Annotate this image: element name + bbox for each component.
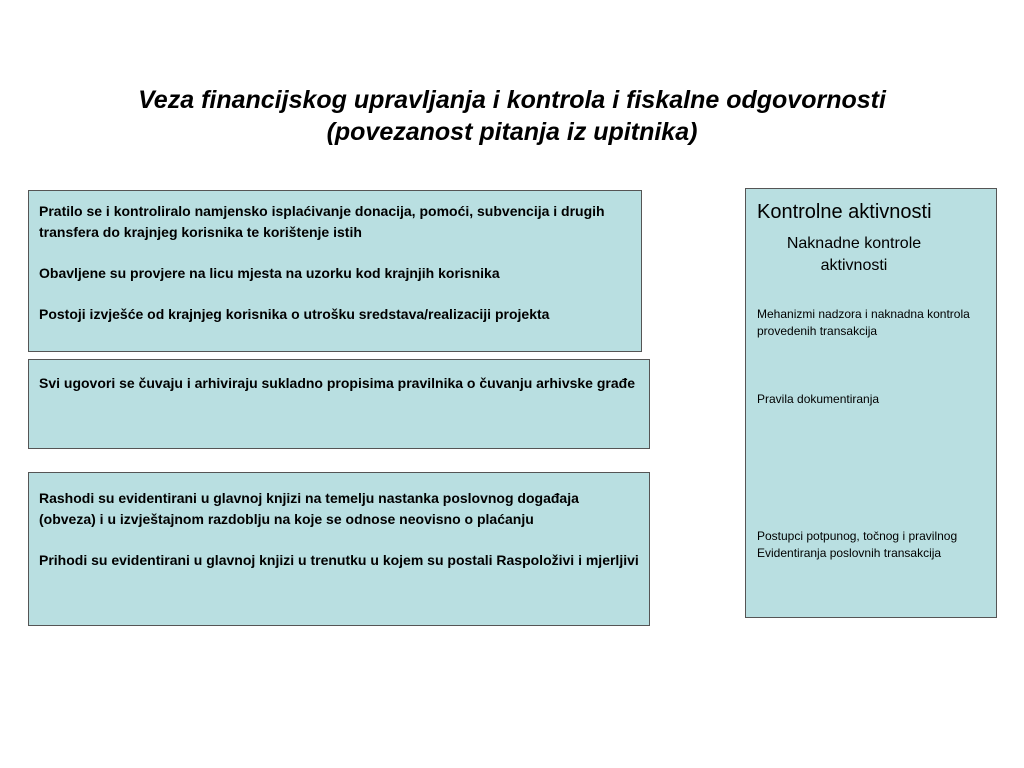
slide-title [40, 84, 984, 148]
ledger-box [28, 472, 650, 626]
control-activity-item: Postupci potpunog, točnog i pravilnog Evidentiranja poslovnih transakcija [757, 529, 958, 560]
control-activity-item: Pravila dokumentiranja [757, 392, 880, 406]
slide-title-line-2: (povezanost pitanja iz upitnika) [326, 118, 698, 146]
control-activities-subheading [746, 233, 962, 277]
slide-title-line-1: Veza financijskog upravljanja i kontrola i fiskalne odgovornosti [138, 86, 886, 114]
control-activities-subheading-line-2: aktivnosti [820, 257, 888, 274]
control-activities-box [745, 188, 997, 618]
funding-control-paragraph-1: Pratilo se i kontroliralo namjensko isplaćivanje donacija, pomoći, subvencija i drugih transfera do krajnjeg korisnika te korištenje istih [39, 203, 605, 240]
control-activity-item: Mehanizmi nadzora i naknadna kontrola provedenih transakcija [757, 307, 970, 338]
ledger-paragraph-2: Prihodi su evidentirani u glavnoj knjizi u trenutku u kojem su postali Raspoloživi i mjerljivi [39, 551, 639, 568]
archiving-box [28, 359, 650, 449]
funding-control-paragraph-2: Obavljene su provjere na licu mjesta na uzorku kod krajnjih korisnika [39, 264, 500, 281]
ledger-paragraph-1: Rashodi su evidentirani u glavnoj knjizi na temelju nastanka poslovnog događaja (obveza) i u izvještajnom razdoblju na koje se odnose neovisno o plaćanju [39, 490, 579, 527]
funding-control-paragraph-3: Postoji izvješće od krajnjeg korisnika o utrošku sredstava/realizaciji projekta [39, 305, 550, 322]
archiving-paragraph-1: Svi ugovori se čuvaju i arhiviraju sukladno propisima pravilnika o čuvanju arhivske građe [39, 375, 635, 391]
funding-control-box [28, 190, 642, 352]
control-activities-subheading-line-1: Naknadne kontrole [786, 235, 922, 252]
control-activities-heading: Kontrolne aktivnosti [757, 201, 932, 223]
